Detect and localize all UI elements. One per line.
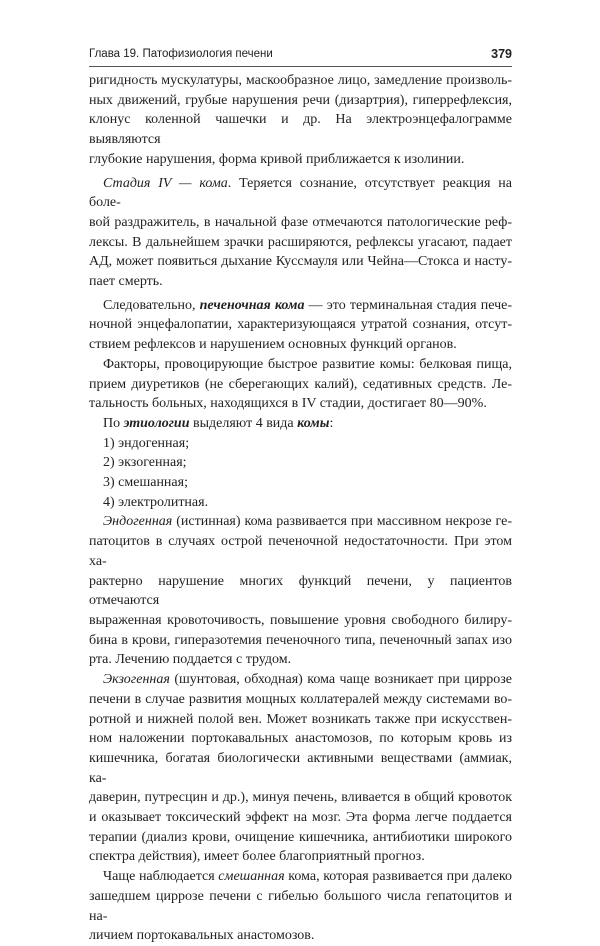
text-line: Экзогенная (шунтовая, обходная) кома чаще возникает при циррозе [103, 672, 512, 688]
list-item: 2) экзогенная; [103, 455, 187, 471]
text-line: ном наложении портокавальных анастомозов, по которым кровь из [89, 731, 512, 747]
text-line: вой раздражитель, в начальной фазе отмечаются патологические реф- [89, 214, 512, 230]
text-line: клонус коленной чашечки и др. На электроэнцефалограмме выявляются [89, 112, 512, 148]
text-line: бина в крови, гиперазотемия печеночного типа, печеночный запах изо [89, 632, 512, 648]
text-line: даверин, путресцин и др.), минуя печень, вливается в общий кровоток [89, 790, 512, 806]
text-line: глубокие нарушения, форма кривой приближается к изолинии. [89, 151, 465, 167]
hepatic-coma-term: печеночная кома [199, 297, 305, 313]
running-header [89, 46, 512, 64]
text-line: печени в случае развития мощных коллатералей между системами во- [89, 691, 512, 707]
text-line: спектра действия), имеет более благоприятный прогноз. [89, 849, 425, 865]
list-item: 4) электролитная. [103, 494, 209, 510]
text-line: По этиологии выделяют 4 вида комы: [103, 415, 334, 431]
text-line: пает смерть. [89, 274, 163, 290]
list-item: 1) эндогенная; [103, 435, 190, 451]
text-line: рактерно нарушение многих функций печени, у пациентов отмечаются [89, 573, 512, 609]
text-line: терапии (диализ крови, очищение кишечника, антибиотики широкого [89, 829, 512, 845]
exogenous-term: Экзогенная [103, 672, 170, 688]
text-line: Эндогенная (истинная) кома развивается при массивном некрозе ге- [103, 514, 512, 530]
text-line: ночной энцефалопатии, характеризующаяся утратой сознания, отсут- [89, 317, 512, 333]
text-line: ригидность мускулатуры, маскообразное лицо, замедление произволь- [89, 73, 512, 88]
header-divider [89, 66, 512, 67]
list-item: 3) смешанная; [103, 475, 188, 491]
mixed-term: смешанная [218, 869, 285, 885]
coma-term: комы [297, 415, 330, 431]
text-line: рта. Лечению поддается с трудом. [89, 652, 292, 668]
text-line: Чаще наблюдается смешанная кома, которая развивается при далеко [103, 869, 512, 885]
endogenous-term: Эндогенная [103, 514, 173, 530]
text-line: АД, может появиться дыхание Куссмауля или Чейна—Стокса и насту- [89, 254, 512, 270]
text-line: выраженная кровоточивость, повышение уровня свободного билиру- [89, 612, 512, 628]
text-line: ных движений, грубые нарушения речи (дизартрия), гиперрефлексия, [89, 92, 512, 108]
text-line: Факторы, провоцирующие быстрое развитие комы: белковая пища, [103, 356, 512, 372]
text-line: и оказывает токсический эффект на мозг. Эта форма легче поддается [89, 810, 512, 826]
text-line: личием портокавальных анастомозов. [89, 928, 315, 944]
text-line: лексы. В дальнейшем зрачки расширяются, рефлексы угасают, падает [89, 234, 512, 250]
text-line: ротной и нижней полой вен. Может возникать также при искусствен- [89, 711, 512, 727]
text-line: прием диуретиков (не сберегающих калий), седативных средств. Ле- [89, 376, 512, 392]
chapter-title: Глава 19. Патофизиология печени [89, 48, 273, 60]
stage-iv-term: Стадия IV — кома [103, 175, 228, 191]
body-text [89, 71, 512, 946]
text-line: кишечника, богатая биологически активными веществами (аммиак, ка- [89, 750, 512, 786]
text-line: патоцитов в случаях острой печеночной недостаточности. При этом ха- [89, 534, 512, 569]
text-line: зашедшем циррозе печени с гибелью большого числа гепатоцитов и на- [89, 888, 512, 924]
text-line: тальность больных, находящихся в IV стадии, достигает 80—90%. [89, 396, 487, 412]
text-line: Следовательно, печеночная кома — это терминальная стадия пече- [103, 297, 512, 313]
text-line: Стадия IV — кома. Теряется сознание, отсутствует реакция на боле- [89, 175, 513, 211]
page-number: 379 [491, 47, 512, 61]
text-line: ствием рефлексов и нарушением основных функций органов. [89, 337, 457, 353]
etiology-term: этиологии [123, 415, 190, 431]
